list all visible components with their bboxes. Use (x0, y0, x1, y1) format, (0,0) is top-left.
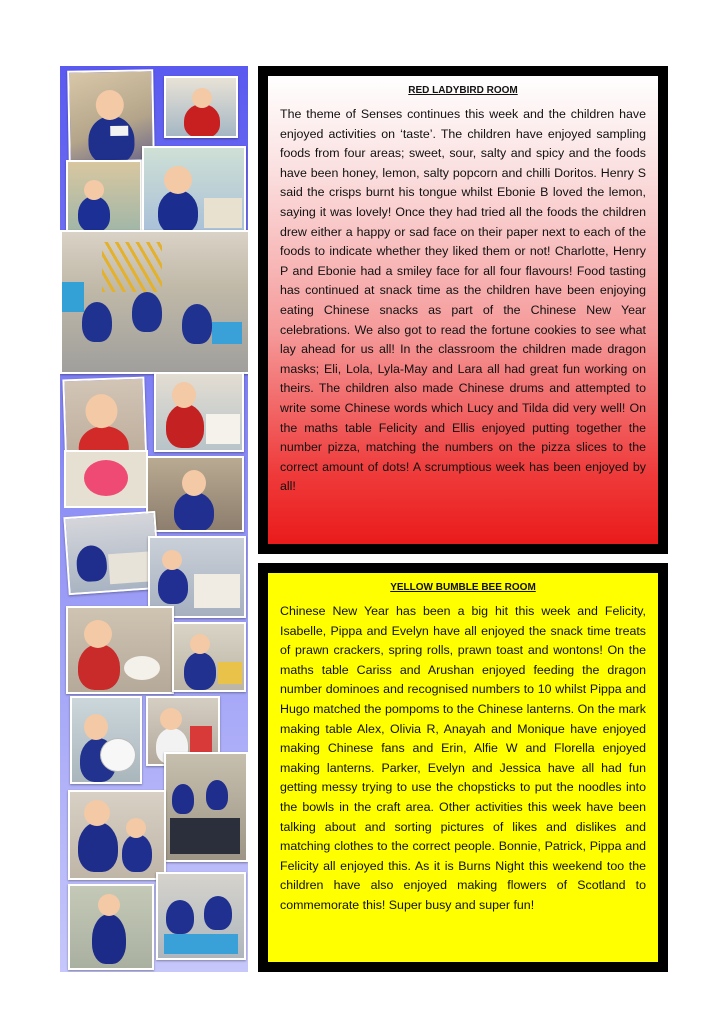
photo-child-red-apron (154, 372, 244, 452)
red-ladybird-room-panel (258, 66, 668, 554)
yellow-room-title: YELLOW BUMBLE BEE ROOM (390, 582, 536, 593)
photo-collage (60, 66, 248, 972)
photo-adult-with-child (68, 790, 166, 880)
photo-child-paper-plate (70, 696, 142, 784)
photo-children-craft-table (164, 752, 248, 862)
red-room-text: The theme of Senses continues this week and the children have enjoyed activities on ‘taste’. The children have enjoyed sampling foods from four areas; sweet, sour, salty and spicy and the foods have been honey, lemon, salty popcorn and chilli Doritos. Henry S said the crisps burnt his tongue whilst Ebonie B loved the lemon, saying it was lovely! Once they had tried all the foods the children drew either a happy or sad face on their paper next to each of the foods to indicate whether they liked them or not! Charlotte, Henry P and Ebonie had a smiley face for all four flavours! Food tasting has continued at snack time as the children have been enjoying eating Chinese snacks as part of the Chinese New Year celebrations. We also got to read the fortune cookies to see what lay ahead for us all! In the classroom the children made dragon masks; Eli, Lola, Lyla-May and Lara all had great fun working on theirs. The children also made Chinese drums and attempted to write some Chinese words which Lucy and Tilda did very well! On the maths table Felicity and Ellis enjoyed putting together the number pizza, matching the numbers on the pizza slices to the correct amount of dots! A scrumptious week has been enjoyed by all! (280, 107, 646, 494)
photo-children-at-table (66, 160, 142, 236)
photo-boy-at-table (142, 146, 246, 234)
photo-child-snack-plate (66, 606, 174, 694)
yellow-room-text: Chinese New Year has been a big hit this week and Felicity, Isabelle, Pippa and Evelyn have all enjoyed the snack time treats of prawn crackers, spring rolls, prawn toast and wontons! On the maths table Cariss and Arushan enjoyed feeding the dragon number dominoes and recognised numbers to 10 whilst Pippa and Hugo matched the pompoms to the Chinese lanterns. On the mark making table Alex, Olivia R, Anayah and Monique have enjoyed making Chinese fans and Erin, Alfie W and Florella enjoyed making lanterns. Parker, Evelyn and Jessica have all had fun getting messy trying to use the chopsticks to put the noodles into the bowls in the craft area. Other activities this week have been talking about and sorting pictures of likes and dislikes and matching clothes to the correct people. Bonnie, Patrick, Pippa and Felicity all enjoyed this. As it is Burns Night this weekend too the children have also enjoyed making flowers of Scotland to commemorate this! Super busy and super fun! (280, 604, 646, 912)
photo-child-chinese-fan (172, 622, 246, 692)
yellow-bumble-bee-room-panel (258, 563, 668, 972)
photo-children-maths-table (63, 511, 160, 595)
photo-children-noodles (156, 872, 246, 960)
photo-child-standing (68, 884, 154, 970)
photo-child-red-jumper (164, 76, 238, 138)
red-room-title: RED LADYBIRD ROOM (408, 85, 518, 96)
photo-group-straws (60, 230, 248, 374)
photo-child-dragon-mask (146, 456, 244, 532)
photo-pizza-plate (64, 450, 148, 508)
